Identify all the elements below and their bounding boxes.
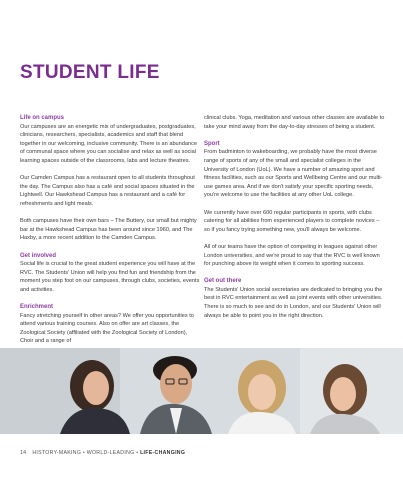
footer-tagline-emphasis: LIFE-CHANGING [140,450,186,456]
paragraph: Our campuses are an energetic mix of undergraduates, postgraduates, clinicians, researchers, specialists, academics and staff that blend together in our welcoming, inclusive community. There is an abundance of communal space where you can socialise and relax as well as social learning spaces outside of the classrooms, labs and lecture theatres. [20,123,198,164]
paragraph: Both campuses have their own bars – The Buttery, our small but mighty bar at the Hawkshead Campus has been around since 1960, and The Haxby, a more recent addition to the Camden Campus. [20,218,197,242]
paragraph: From badminton to wakeboarding, we probably have the most diverse range of sports of any of the small and specialist colleges in the University of London (UoL). We have a number of amazing sport and fitness facilities, such as our Sports and Wellbeing Centre and our multi-use games area. And if we don't satisfy your specific sporting needs, you're welcome to use the facilities at any other UoL college. [204,149,383,199]
paragraph: We currently have over 600 regular participants in sports, with clubs catering for all abilities from experienced players to complete novices – so if you fancy trying something new, you'll always be welcome. [204,209,380,233]
paragraph: The Students' Union social secretaries are dedicated to bringing you the best in RVC entertainment as well as joint events with other universities. There is so much to see and do in London, and our Students' Union will always be able to point you in the right direction. [204,286,383,319]
heading-get-out-there: Get out there [204,278,242,285]
heading-life-on-campus: Life on campus [20,115,65,121]
footer-tagline: HISTORY-MAKING • WORLD-LEADING • [32,450,141,456]
page-number: 14 [20,450,27,456]
paragraph: clinical clubs. Yoga, meditation and various other classes are available to take your mind away from the day-to-day stresses of being a student. [204,115,385,130]
paragraph: Social life is crucial to the great student experience you will have at the RVC. The Students' Union will help you find fun and friendship from the moment you step foot on our campuses, through clubs, societies, events and activities. [20,261,200,293]
page-title: STUDENT LIFE [20,62,160,83]
students-photo [0,348,403,434]
right-column [204,114,386,320]
heading-sport: Sport [204,140,220,147]
heading-get-involved: Get involved [20,252,57,259]
paragraph: Our Camden Campus has a restaurant open to all students throughout the day. The Campus also has a café and social spaces situated in the Lightwell. Our Hawkshead Campus has a restaurant and a café for refreshments and light meals. [20,175,195,207]
footer [20,450,185,456]
left-column [20,114,200,346]
heading-enrichment: Enrichment [20,304,54,311]
paragraph: All of our teams have the option of competing in leagues against other London universities, and we're proud to say that the RVC is well known for punching above its weight when it comes to sporting success. [204,243,380,268]
students-illustration [0,348,403,434]
paragraph: Fancy stretching yourself in other areas? We offer you opportunities to attend various training courses. Also on offer are art classes, the Zoological Society (affiliated with the Zoological Society of London), Choir and a range of [20,312,194,345]
